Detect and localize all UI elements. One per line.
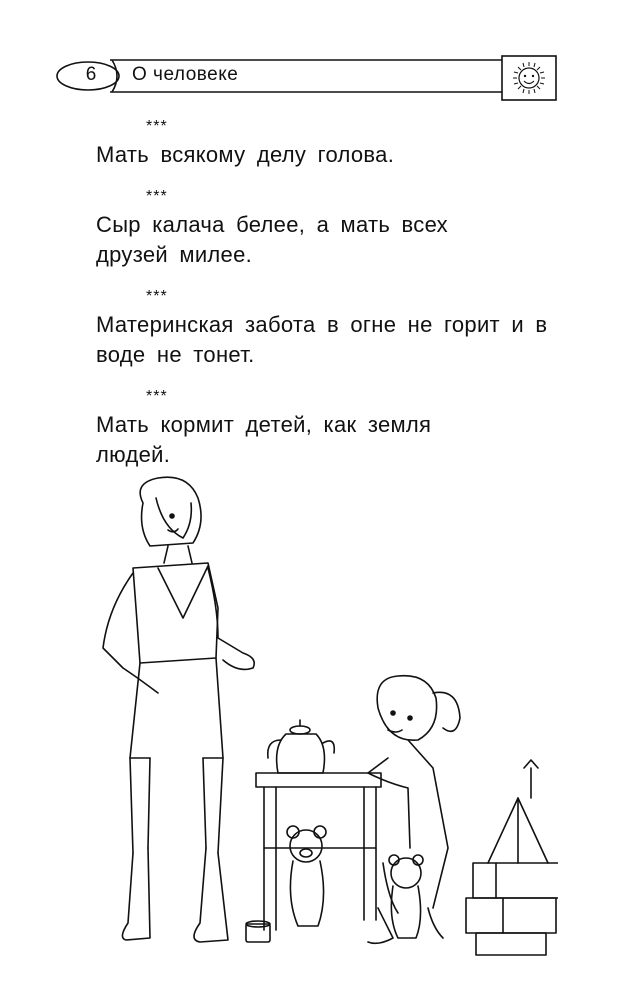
mother [103,477,254,942]
proverb-item [96,118,566,170]
header-frame [0,0,619,110]
smiling-sun-icon [513,62,545,94]
page-number: 6 [85,64,97,85]
proverb-text: Сыр калача белее, а мать всех друзей милее. [96,212,448,267]
cup [246,921,270,942]
separator-stars: *** [146,118,168,135]
teddy-bear [287,826,326,926]
proverb-item [96,288,566,370]
mother-and-girl-illustration [88,468,558,958]
toy-blocks [466,760,558,955]
separator-stars: *** [146,188,168,205]
proverb-item [96,188,566,270]
running-title: О человеке [132,64,239,85]
girl [368,676,460,944]
teapot [268,720,335,773]
separator-stars: *** [146,288,168,305]
proverb-text: Материнская забота в огне не горит и в воде не тонет. [96,312,548,367]
proverbs-list [96,118,566,488]
separator-stars: *** [146,388,168,405]
proverb-text: Мать кормит детей, как земля людей. [96,412,432,467]
teddy-bear [389,855,423,938]
proverb-item [96,388,566,470]
proverb-text: Мать всякому делу голова. [96,142,395,167]
table [256,773,381,930]
page-header [0,0,619,110]
